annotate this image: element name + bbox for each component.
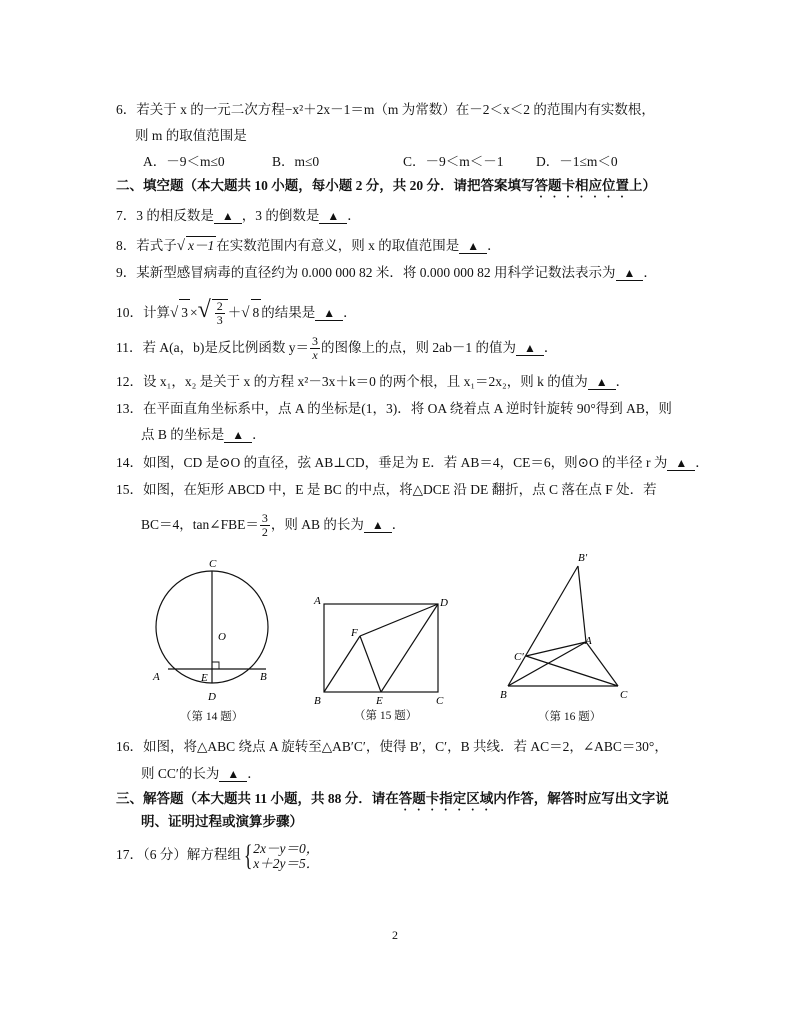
q11-frac-num: 3 bbox=[311, 334, 318, 349]
segment-c-prime-c bbox=[526, 656, 618, 686]
q17-text: 17．（6 分）解方程组 bbox=[116, 847, 241, 862]
answer-marker-icon: ▲ bbox=[595, 375, 608, 389]
answer-marker-icon: ▲ bbox=[371, 518, 384, 532]
segment-b-prime-a bbox=[578, 566, 586, 642]
label-o: O bbox=[218, 631, 226, 643]
q16-text: 则 CC′的长为 bbox=[141, 766, 220, 781]
section2-title bbox=[116, 177, 656, 201]
q14-text: 14．如图，CD 是⊙O 的直径，弦 AB⊥CD，垂足为 E．若 AB＝4，CE＝6，则⊙O 的半径 r 为 bbox=[116, 455, 668, 470]
q11-text-b: 的图像上的点，则 2ab－1 的值为 bbox=[320, 340, 516, 355]
label-d: D bbox=[440, 597, 448, 609]
q11-end: ． bbox=[543, 340, 558, 355]
label-b: B bbox=[260, 671, 267, 683]
q7-text-a: 7．3 的相反数是 bbox=[116, 208, 214, 223]
q14-answer-blank bbox=[667, 456, 695, 471]
figure-16-rotation-diagram bbox=[490, 548, 640, 708]
figure-15-caption: （第 15 题） bbox=[354, 710, 418, 722]
q6-option-d: D．－1≤m＜0 bbox=[536, 154, 618, 169]
q8 bbox=[116, 236, 501, 255]
q12-end: ． bbox=[615, 374, 630, 389]
label-f: F bbox=[351, 627, 358, 639]
q8-text-b: 在实数范围内有意义，则 x 的取值范围是 bbox=[216, 238, 460, 253]
section3-title-line2: 明、证明过程或演算步骤） bbox=[141, 814, 303, 829]
q15-line1: 15．如图，在矩形 ABCD 中，E 是 BC 的中点，将△DCE 沿 DE 翻折，点 C 落在点 F 处．若 bbox=[116, 482, 657, 497]
answer-marker-icon: ▲ bbox=[227, 767, 240, 781]
q10-frac-num: 2 bbox=[216, 299, 223, 314]
section2-title-text: 二、填空题（本大题共 10 小题，每小题 2 分，共 20 分．请把答案填写 bbox=[116, 178, 535, 193]
q6-number: 6． bbox=[116, 102, 137, 117]
q6-text: 若关于 x 的一元二次方程−x²＋2x－1＝m（m 为常数）在－2＜x＜2 的范围内有实数根， bbox=[136, 102, 655, 117]
section2-title-end: 上） bbox=[629, 178, 656, 193]
segment-ba bbox=[508, 642, 586, 686]
label-b: B bbox=[500, 689, 507, 701]
answer-marker-icon: ▲ bbox=[232, 428, 245, 442]
section3-title-emphasis: 答题卡指定区域 bbox=[398, 791, 494, 806]
radical-sign-icon: √ bbox=[170, 305, 179, 321]
answer-marker-icon: ▲ bbox=[323, 306, 336, 320]
answer-marker-icon: ▲ bbox=[623, 266, 636, 280]
q16-end: ． bbox=[247, 766, 261, 781]
radical-sign-icon: √ bbox=[241, 305, 250, 321]
q13-line2 bbox=[141, 426, 266, 444]
q7-answer-blank-1 bbox=[214, 209, 242, 224]
q8-end: ． bbox=[487, 238, 501, 253]
q9-text: 9．某新型感冒病毒的直径约为 0.000 000 82 米．将 0.000 000 82 用科学记数法表示为 bbox=[116, 265, 616, 280]
answer-marker-icon: ▲ bbox=[327, 209, 340, 223]
q10-times: × bbox=[189, 305, 198, 320]
figure-14-caption: （第 14 题） bbox=[180, 711, 244, 723]
rectangle-abcd bbox=[324, 604, 438, 692]
q11-answer-blank bbox=[516, 341, 544, 356]
q11-fraction bbox=[310, 335, 320, 362]
section3-title-line1 bbox=[116, 790, 669, 814]
answer-marker-icon: ▲ bbox=[467, 239, 480, 253]
q10-fraction bbox=[215, 300, 225, 327]
q6-option-c: C．－9＜m＜－1 bbox=[403, 154, 504, 169]
q10-text-a: 10．计算 bbox=[116, 305, 170, 320]
q7-text-b: ，3 的倒数是 bbox=[241, 208, 320, 223]
radical-sign-icon: √ bbox=[197, 297, 211, 323]
q17 bbox=[116, 838, 319, 872]
label-a: A bbox=[314, 595, 321, 607]
q15-end: ． bbox=[391, 517, 406, 532]
segment-ed bbox=[381, 604, 438, 692]
segment-c-prime-a bbox=[526, 642, 586, 656]
label-e: E bbox=[201, 672, 208, 684]
answer-marker-icon: ▲ bbox=[523, 341, 536, 355]
q17-equation-1: 2x－y＝0， bbox=[253, 840, 320, 856]
q13-text: 点 B 的坐标是 bbox=[141, 427, 225, 442]
q14 bbox=[116, 454, 709, 472]
q11-text-a: 11．若 A(a，b)是反比例函数 y＝ bbox=[116, 340, 309, 355]
q15-text-a: BC＝4，tan∠FBE＝ bbox=[141, 517, 259, 532]
label-c: C bbox=[436, 695, 444, 707]
label-d: D bbox=[208, 691, 216, 703]
section2-title-emphasis: 答题卡相应位置 bbox=[534, 178, 629, 193]
label-c-prime: C′ bbox=[514, 651, 524, 663]
segment-ac bbox=[586, 642, 618, 686]
q6-option-b: B．m≤0 bbox=[272, 154, 320, 169]
q15-frac-den: 2 bbox=[261, 525, 268, 540]
q6-option-a: A．－9＜m≤0 bbox=[143, 154, 225, 169]
q16-answer-blank bbox=[219, 767, 247, 782]
label-e: E bbox=[376, 695, 383, 707]
segment-bf bbox=[324, 636, 360, 692]
q16-line2 bbox=[141, 765, 261, 783]
q10-plus: ＋ bbox=[227, 305, 242, 320]
q15-answer-blank bbox=[364, 518, 392, 533]
q17-equation-system bbox=[253, 841, 319, 871]
q7 bbox=[116, 207, 361, 225]
q12-answer-blank bbox=[588, 375, 616, 390]
label-b: B bbox=[314, 695, 321, 707]
q10-end: ． bbox=[343, 305, 357, 320]
label-c: C bbox=[209, 558, 217, 570]
q6-line1 bbox=[116, 101, 655, 119]
q11-frac-den: x bbox=[312, 348, 318, 363]
q9-answer-blank bbox=[616, 266, 644, 281]
section3-title-b: 内作答，解答时应写出文字说 bbox=[493, 791, 669, 806]
q12-text: 12．设 x₁，x₂ 是关于 x 的方程 x²－3x＋k＝0 的两个根，且 x₁＝2x₂，则 k 的值为 bbox=[116, 374, 588, 389]
q16-line1: 16．如图，将△ABC 绕点 A 旋转至△AB′C′，使得 B′，C′，B 共线．若 AC＝2，∠ABC＝30°， bbox=[116, 739, 668, 754]
segment-fe bbox=[360, 636, 381, 692]
q13-end: ． bbox=[252, 427, 266, 442]
q15-text-b: ，则 AB 的长为 bbox=[270, 517, 364, 532]
q10-text-b: 的结果是 bbox=[261, 305, 316, 320]
q12 bbox=[116, 373, 629, 391]
q10-answer-blank bbox=[315, 306, 343, 321]
q15-line2 bbox=[141, 512, 405, 539]
q13-line1: 13．在平面直角坐标系中，点 A 的坐标是(1，3)．将 OA 绕着点 A 逆时针旋转 90°得到 AB，则 bbox=[116, 401, 672, 416]
q15-fraction bbox=[260, 512, 270, 539]
right-angle-mark bbox=[212, 662, 219, 669]
q7-answer-blank-2 bbox=[319, 209, 347, 224]
q17-equation-2: x＋2y＝5． bbox=[253, 855, 320, 871]
segment-bb-prime bbox=[508, 566, 578, 686]
q10-radicand-2: 8 bbox=[251, 299, 262, 326]
label-a: A bbox=[585, 635, 592, 647]
q10 bbox=[116, 297, 357, 327]
figure-15-rectangle-diagram bbox=[308, 588, 458, 710]
answer-marker-icon: ▲ bbox=[221, 209, 234, 223]
q11 bbox=[116, 335, 557, 362]
q9 bbox=[116, 264, 657, 282]
q6-line2: 则 m 的取值范围是 bbox=[135, 128, 247, 143]
q14-end: ． bbox=[695, 455, 709, 470]
page-number: 2 bbox=[392, 928, 398, 942]
q9-end: ． bbox=[643, 265, 657, 280]
q10-radicand-1: 3 bbox=[179, 299, 190, 326]
q8-radicand: x－1 bbox=[187, 238, 215, 253]
q13-answer-blank bbox=[224, 428, 252, 443]
label-b-prime: B′ bbox=[578, 552, 588, 564]
label-a: A bbox=[153, 671, 160, 683]
q10-frac-den: 3 bbox=[216, 313, 223, 328]
q7-end: ． bbox=[347, 208, 361, 223]
figure-16-caption: （第 16 题） bbox=[538, 711, 602, 723]
section3-title-a: 三、解答题（本大题共 11 小题，共 88 分．请在 bbox=[116, 791, 399, 806]
q8-text-a: 8．若式子 bbox=[116, 238, 177, 253]
brace-icon: { bbox=[243, 838, 253, 872]
q8-answer-blank bbox=[459, 239, 487, 254]
radical-sign-icon: √ bbox=[176, 238, 185, 254]
segment-fd bbox=[360, 604, 438, 636]
q15-frac-num: 3 bbox=[261, 511, 268, 526]
figure-14-circle-diagram bbox=[140, 555, 290, 715]
answer-marker-icon: ▲ bbox=[675, 456, 688, 470]
label-c: C bbox=[620, 689, 628, 701]
